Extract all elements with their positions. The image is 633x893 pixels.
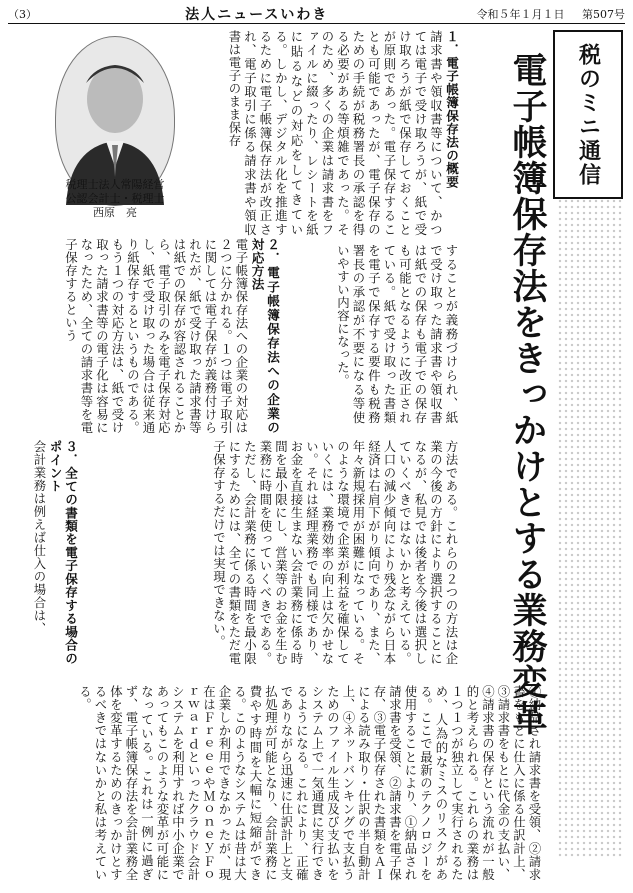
section-body-2: 電子帳簿保存法への企業の対応は２つに分かれる。１つは電子取引に関しては電子保存が義務付けられたが、紙で受け取った請求書等は紙での保存が容認されることから、電子取引のみを電子保存対応し、紙で受け取った場合は従来通り紙保存するというものである。もう１つの対応方法は、紙で受け取った請求書等の電子化は容易になったため、全ての請求書等を電子保存するという [63, 238, 249, 434]
article-headline: 電子帳簿保存法をきっかけとする業務変革 [507, 52, 547, 736]
section-heading-1: １．電子帳簿保存法の概要 [444, 30, 459, 189]
article-column-2 [320, 244, 459, 424]
section-body-3: 会計業務は例えば仕入の場合は、 [32, 440, 47, 635]
article-column-4 [211, 440, 459, 665]
author-firm: 税理士法人常陽経営 [65, 178, 165, 191]
section-heading-2: ２．電子帳簿保存法への企業の対応方法 [249, 238, 280, 434]
article-column-6 [18, 685, 542, 881]
author-caption [20, 178, 210, 220]
newsletter-title: 法人ニュースいわき [185, 7, 329, 23]
issue-info [477, 6, 625, 22]
issue-number: 第507号 [581, 8, 625, 21]
author-name: 西原 亮 [93, 206, 137, 219]
header-rule [8, 23, 625, 24]
article-column-3 [18, 238, 280, 434]
page-number: （3） [8, 8, 37, 21]
article-column-5 [18, 440, 78, 665]
column-badge: 税のミニ通信 [553, 30, 623, 199]
author-title: 公認会計士・税理士 [65, 192, 165, 205]
section-heading-3: ３．全ての書類を電子保存する場合のポイント [47, 440, 78, 665]
section-body-1-cont: することが義務づけられ、紙で受け取った請求書や領収書は紙での保存も電子での保存も可能となるように改正されている。紙で受け取った書類を電子で保存する要件も税務署長の承認が不要になる等使いやすい内容になった。 [335, 244, 459, 424]
issue-date: 令和５年１月１日 [476, 8, 565, 21]
section-body-3-cont: ①納品され請求書を受領、②請求書をもとに仕入に係る仕訳計上、③請求書をもとに代金の支払い、④請求書の保存という流れが一般的と考えられる。これらの業務は１つ１つが独立して実行されるため、人為的なミスのリスクがある。ここで最新のテクノロジーを使用することにより、①納品され請求書を受領、②請求書を電子保存、③電子保存された書類をＡＩによる読み取り・仕訳の半自動計上、④ネットバンキングで支払うためのファイル生成及び支払いをシステム上で一気通貫に実行できるようになる。これにより、正確でありながら迅速に仕訳計上と支払処理が可能となり、会計業務に費やす時間を大幅に短縮ができる。このようなシステムは昔は大企業しか利用できなかったが、現在はＦｒｅｅｅやＭｏｎｅｙＦｏｒｗａｒｄといったクラウド会計システムを利用すれば中小企業であってもこのような変革が可能になっている。これは一例に過ぎず、電子帳簿保存法を会計業務全体を変革するためのきっかけとするべきではないかと私は考えている。 [77, 685, 542, 881]
section-body-2-cont: 方法である。これらの２つの方法は企業の今後の方針により選択することになるが、私見では後者を今後は選択していくべきではないかと考えている。人口の減少傾向により残念ながら日本経済は右肩下がり傾向であり、また、年々新規採用が困難になっている。そのような環境で企業が利益を確保していくには、業務効率の向上は欠かせない。それは経理業務でも同様であり、お金を直接生まない会計業務に係る時間を最小限にし、営業等のお金を生む業務に時間を使っていくべきである。ただし、会計業務に係る時間を最小限にするためには、全ての書類をただ電子保存するだけでは実現できない。 [211, 440, 459, 665]
page-header [8, 6, 625, 22]
section-body-1: 請求書や領収書等について、かつては電子で受け取ろうが、紙で受け取ろうが紙で保存しておくことが原則であった。電子保存することも可能であったが、電子保存のための手続が税務署長の承認を得る必要がある等煩雑であった。そのため、多くの企業は請求書をファイルに綴ったり、レシートを紙に貼るなどの対応をしてきている。しかし、デジタル化を推進するために電子帳簿保存法が改正され、電子取引に係る請求書や領収書は電子のまま保存 [227, 30, 444, 236]
decorative-strip [557, 198, 623, 858]
article-column-1 [227, 30, 459, 236]
